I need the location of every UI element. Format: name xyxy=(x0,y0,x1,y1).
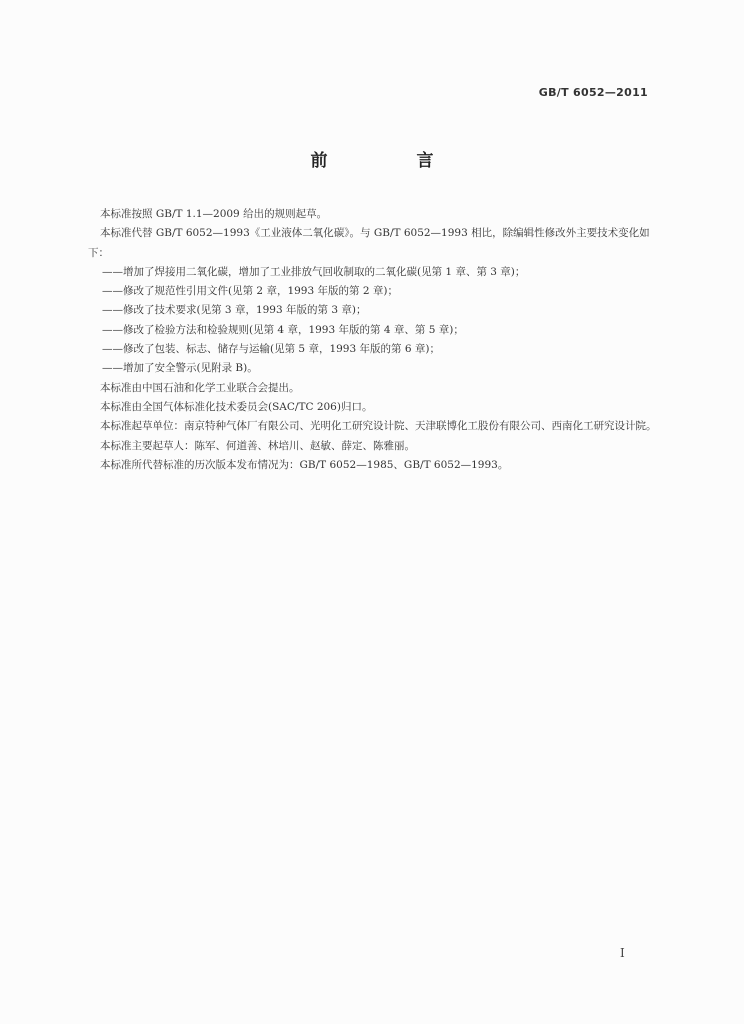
paragraph-replaces: 本标准代替 GB/T 6052—1993《工业液体二氧化碳》。与 GB/T 6052—1993 相比，除编辑性修改外主要技术变化如下： xyxy=(88,227,650,259)
paragraph-previous-editions: 本标准所代替标准的历次版本发布情况为：GB/T 6052—1985、GB/T 6052—1993。 xyxy=(100,458,509,471)
change-item: ——增加了焊接用二氧化碳，增加了工业排放气回收制取的二氧化碳(见第 1 章、第 3 章)； xyxy=(102,265,526,278)
standard-code: GB/T 6052—2011 xyxy=(538,86,648,99)
page-number: I xyxy=(620,946,625,960)
paragraph-drafting-rules: 本标准按照 GB/T 1.1—2009 给出的规则起草。 xyxy=(100,208,328,220)
change-item: ——修改了规范性引用文件(见第 2 章，1993 年版的第 2 章)； xyxy=(102,285,398,298)
paragraph-proposed-by: 本标准由中国石油和化学工业联合会提出。 xyxy=(100,381,300,394)
change-item: ——修改了检验方法和检验规则(见第 4 章，1993 年版的第 4 章、第 5 章)； xyxy=(102,323,464,336)
paragraph-drafters: 本标准主要起草人：陈军、何道善、林培川、赵敏、薛定、陈雅丽。 xyxy=(100,439,415,452)
change-item: ——修改了技术要求(见第 3 章，1993 年版的第 3 章)； xyxy=(102,304,367,317)
change-item: ——增加了安全警示(见附录 B)。 xyxy=(102,362,258,375)
foreword-body xyxy=(88,205,663,475)
page-title: 前 言 xyxy=(310,151,470,171)
change-item: ——修改了包装、标志、储存与运输(见第 5 章，1993 年版的第 6 章)； xyxy=(102,343,440,356)
paragraph-administered-by: 本标准由全国气体标准化技术委员会(SAC/TC 206)归口。 xyxy=(100,400,373,413)
paragraph-drafting-units: 本标准起草单位：南京特种气体厂有限公司、光明化工研究设计院、天津联博化工股份有限公司、西南化工研究设计院。 xyxy=(100,420,657,433)
